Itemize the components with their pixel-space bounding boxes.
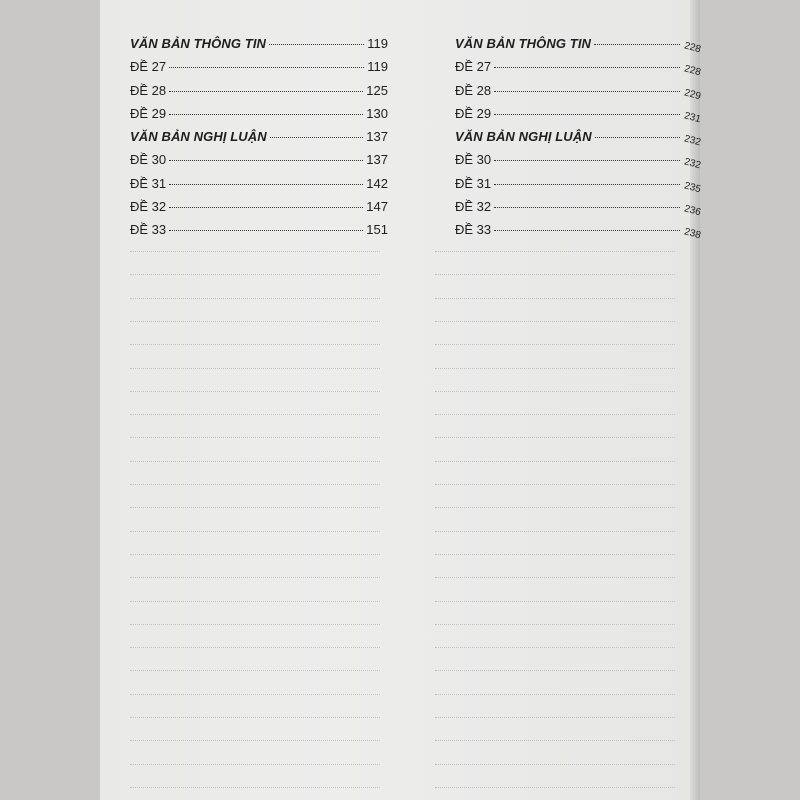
dot-leader — [169, 207, 363, 208]
show-through-line — [435, 530, 675, 532]
show-through-line — [130, 273, 380, 275]
dot-leader — [269, 44, 364, 45]
toc-column-right — [455, 36, 703, 246]
toc-entry-label: VĂN BẢN NGHỊ LUẬN — [455, 129, 592, 145]
show-through-line — [130, 250, 380, 252]
toc-page-number: 125 — [366, 82, 388, 98]
show-through-line — [130, 669, 380, 671]
show-through-line — [435, 669, 675, 671]
show-through-line — [130, 763, 380, 765]
toc-entry-label: VĂN BẢN THÔNG TIN — [455, 36, 592, 51]
toc-entry-label: ĐỀ 28 — [130, 82, 167, 98]
toc-entry-label: ĐỀ 27 — [455, 59, 492, 75]
show-through-line — [130, 460, 380, 462]
dot-leader — [270, 137, 364, 138]
toc-entry-label: ĐỀ 30 — [130, 152, 167, 168]
toc-entry-label: ĐỀ 32 — [455, 199, 492, 215]
dot-leader — [494, 114, 680, 115]
toc-entry — [130, 152, 388, 175]
show-through-line — [130, 483, 380, 485]
show-through-line — [130, 739, 380, 741]
show-through-line — [435, 413, 675, 415]
show-through-line — [435, 786, 675, 788]
toc-page-number: 137 — [366, 152, 388, 168]
show-through-line — [435, 600, 675, 602]
show-through-line — [130, 553, 380, 555]
toc-section-heading — [130, 129, 388, 152]
show-through-line — [435, 506, 675, 508]
dot-leader — [169, 184, 363, 185]
dot-leader — [169, 114, 363, 115]
show-through-line — [435, 343, 675, 345]
show-through-line — [435, 273, 675, 275]
toc-entry-label: VĂN BẢN THÔNG TIN — [130, 36, 267, 51]
show-through-line — [435, 623, 675, 625]
toc-page-number: 235 — [683, 180, 703, 196]
toc-entry — [455, 105, 703, 129]
show-through-line — [130, 530, 380, 532]
show-through-line — [130, 413, 380, 415]
toc-entry-label: ĐỀ 29 — [455, 105, 492, 121]
dot-leader — [169, 230, 363, 231]
toc-section-heading — [130, 36, 388, 59]
toc-page-number: 137 — [366, 129, 388, 145]
show-through-line — [435, 553, 675, 555]
show-through-line — [130, 506, 380, 508]
show-through-line — [130, 576, 380, 578]
toc-entry-label: ĐỀ 33 — [130, 222, 167, 238]
toc-page-number: 229 — [683, 86, 703, 102]
dot-leader — [494, 184, 680, 185]
toc-entry — [455, 152, 703, 175]
dot-leader — [494, 91, 680, 92]
show-through-line — [435, 716, 675, 718]
toc-entry — [455, 199, 703, 222]
toc-entry-label: ĐỀ 31 — [455, 175, 492, 191]
dot-leader — [494, 207, 680, 208]
toc-page-number: 130 — [366, 105, 388, 121]
toc-entry — [455, 59, 703, 82]
show-through-line — [435, 390, 675, 392]
dot-leader — [494, 160, 680, 161]
toc-entry-label: ĐỀ 31 — [130, 175, 167, 191]
toc-entry — [130, 176, 388, 199]
show-through-line — [130, 786, 380, 788]
show-through-line — [435, 739, 675, 741]
toc-page-number: 238 — [683, 226, 703, 242]
show-through-line — [435, 763, 675, 765]
show-through-line — [435, 693, 675, 695]
toc-section-heading — [455, 36, 703, 59]
toc-page-number: 151 — [366, 222, 388, 238]
toc-page-number: 236 — [683, 203, 703, 219]
show-through-line — [130, 646, 380, 648]
toc-page-number: 232 — [683, 156, 703, 172]
toc-page-number: 231 — [683, 110, 703, 126]
dot-leader — [594, 44, 680, 45]
toc-entry — [130, 106, 388, 129]
toc-entry-label: VĂN BẢN NGHỊ LUẬN — [130, 129, 267, 145]
show-through-line — [435, 483, 675, 485]
dot-leader — [494, 67, 680, 68]
show-through-line — [435, 250, 675, 252]
show-through-line — [130, 436, 380, 438]
show-through-line — [130, 623, 380, 625]
toc-entry-label: ĐỀ 32 — [130, 199, 167, 215]
toc-entry-label: ĐỀ 33 — [455, 222, 492, 238]
dot-leader — [169, 160, 363, 161]
show-through-line — [435, 297, 675, 299]
toc-column-left — [130, 36, 388, 246]
show-through-line — [435, 460, 675, 462]
toc-page-number: 228 — [683, 40, 703, 56]
show-through-line — [130, 390, 380, 392]
toc-entry — [455, 175, 703, 199]
dot-leader — [169, 67, 364, 68]
show-through-line — [130, 367, 380, 369]
show-through-line — [130, 343, 380, 345]
toc-entry — [130, 59, 388, 82]
show-through-line — [435, 646, 675, 648]
show-through-line — [130, 297, 380, 299]
toc-entry-label: ĐỀ 29 — [130, 105, 167, 121]
toc-entry — [130, 83, 388, 106]
toc-entry-label: ĐỀ 28 — [455, 82, 492, 98]
toc-entry — [130, 199, 388, 222]
dot-leader — [494, 230, 680, 231]
toc-page-number: 232 — [683, 133, 703, 149]
show-through-line — [130, 693, 380, 695]
toc-entry-label: ĐỀ 27 — [130, 59, 167, 75]
toc-section-heading — [455, 129, 703, 152]
show-through-line — [435, 367, 675, 369]
toc-entry — [455, 82, 703, 106]
toc-page-number: 119 — [367, 36, 388, 51]
show-through-line — [435, 436, 675, 438]
toc-entry-label: ĐỀ 30 — [455, 152, 492, 168]
show-through-line — [435, 320, 675, 322]
toc-page-number: 142 — [366, 175, 388, 191]
show-through-line — [130, 600, 380, 602]
toc-page-number: 119 — [367, 59, 388, 75]
dot-leader — [169, 91, 363, 92]
show-through-line — [130, 320, 380, 322]
show-through-line — [130, 716, 380, 718]
toc-entry — [130, 222, 388, 245]
toc-entry — [455, 222, 703, 245]
toc-page-number: 147 — [366, 199, 388, 215]
dot-leader — [595, 137, 681, 138]
show-through-line — [435, 576, 675, 578]
toc-page-number: 228 — [683, 63, 703, 79]
